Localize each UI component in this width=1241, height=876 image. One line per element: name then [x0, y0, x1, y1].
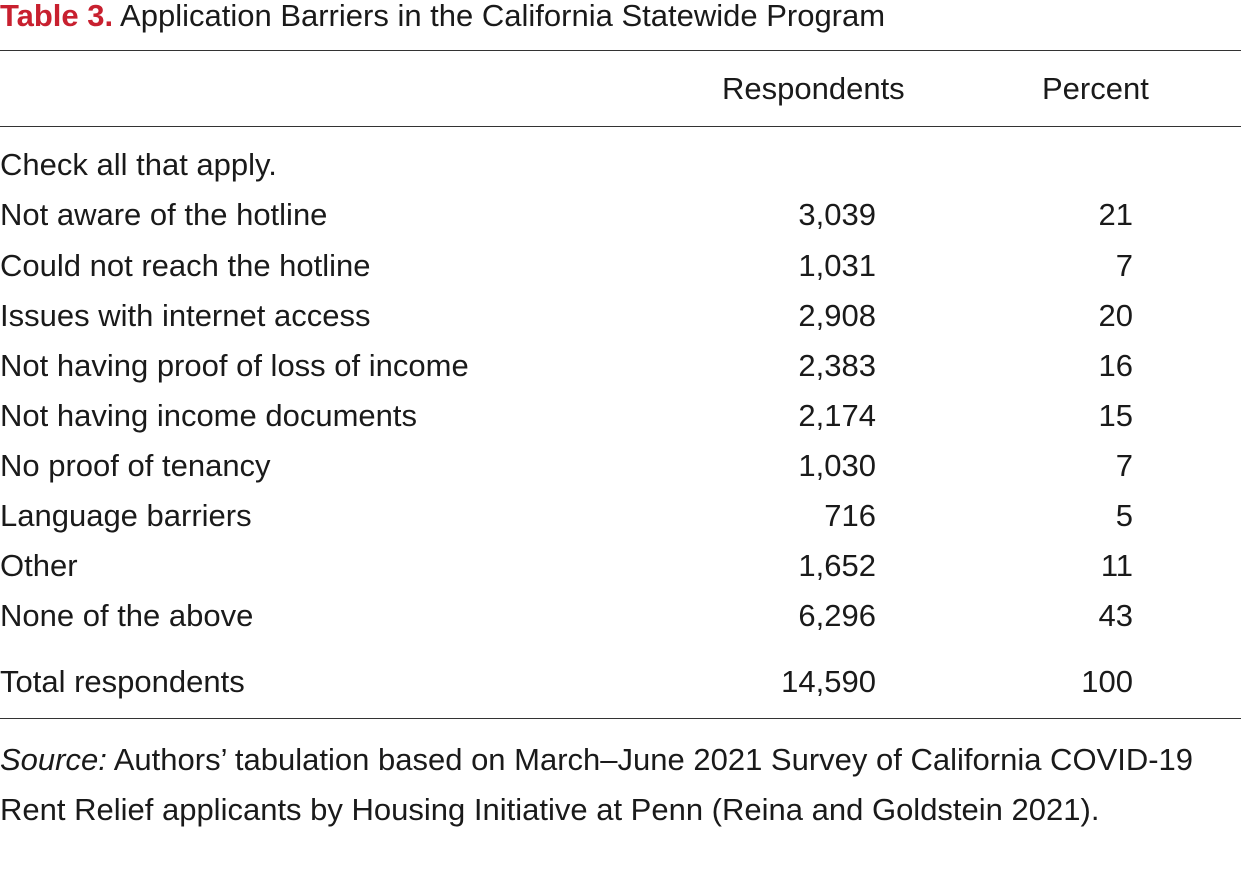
source-note: [0, 735, 1230, 835]
row-percent: 15: [1098, 398, 1133, 433]
row-respondents: 1,030: [798, 448, 876, 483]
table-row: [0, 596, 1241, 636]
top-rule: [0, 50, 1241, 51]
total-label: Total respondents: [0, 664, 245, 699]
row-label: Not having proof of loss of income: [0, 348, 469, 383]
row-respondents: 2,383: [798, 348, 876, 383]
table-row: [0, 396, 1241, 436]
bottom-rule: [0, 718, 1241, 719]
table-intro: Check all that apply.: [0, 147, 277, 182]
table-row: [0, 546, 1241, 586]
header-rule: [0, 126, 1241, 127]
row-percent: 43: [1098, 598, 1133, 633]
row-label: Could not reach the hotline: [0, 248, 371, 283]
source-text: Authors’ tabulation based on March–June 2021 Survey of California COVID-19 Rent Relief applicants by Housing Initiative at Penn (Reina and Goldstein 2021).: [0, 742, 1194, 827]
total-row: [0, 662, 1241, 702]
table-label: Table 3.: [0, 0, 114, 33]
row-label: Not having income documents: [0, 398, 418, 433]
table-row: [0, 246, 1241, 286]
row-percent: 20: [1098, 298, 1133, 333]
column-header-respondents: Respondents: [722, 71, 905, 106]
row-label: Language barriers: [0, 498, 252, 533]
table-row: [0, 346, 1241, 386]
row-respondents: 716: [824, 498, 876, 533]
table-title-text: Application Barriers in the California Statewide Program: [120, 0, 886, 33]
row-respondents: 1,031: [798, 248, 876, 283]
table-row: [0, 496, 1241, 536]
row-respondents: 2,908: [798, 298, 876, 333]
row-label: Not aware of the hotline: [0, 197, 328, 232]
total-percent: 100: [1081, 664, 1133, 699]
table-row: [0, 195, 1241, 235]
row-label: No proof of tenancy: [0, 448, 271, 483]
row-percent: 5: [1115, 498, 1133, 533]
source-label: Source:: [0, 742, 107, 777]
row-respondents: 6,296: [798, 598, 876, 633]
column-header-percent: Percent: [1042, 71, 1149, 106]
table-row: [0, 446, 1241, 486]
row-respondents: 1,652: [798, 548, 876, 583]
row-percent: 21: [1098, 197, 1133, 232]
row-label: None of the above: [0, 598, 254, 633]
row-label: Other: [0, 548, 78, 583]
row-percent: 11: [1100, 548, 1133, 583]
table-row: [0, 296, 1241, 336]
row-percent: 7: [1115, 248, 1133, 283]
row-respondents: 2,174: [798, 398, 876, 433]
row-percent: 7: [1115, 448, 1133, 483]
row-respondents: 3,039: [798, 197, 876, 232]
row-percent: 16: [1098, 348, 1133, 383]
row-label: Issues with internet access: [0, 298, 371, 333]
total-respondents: 14,590: [781, 664, 876, 699]
table-title: [0, 0, 885, 36]
